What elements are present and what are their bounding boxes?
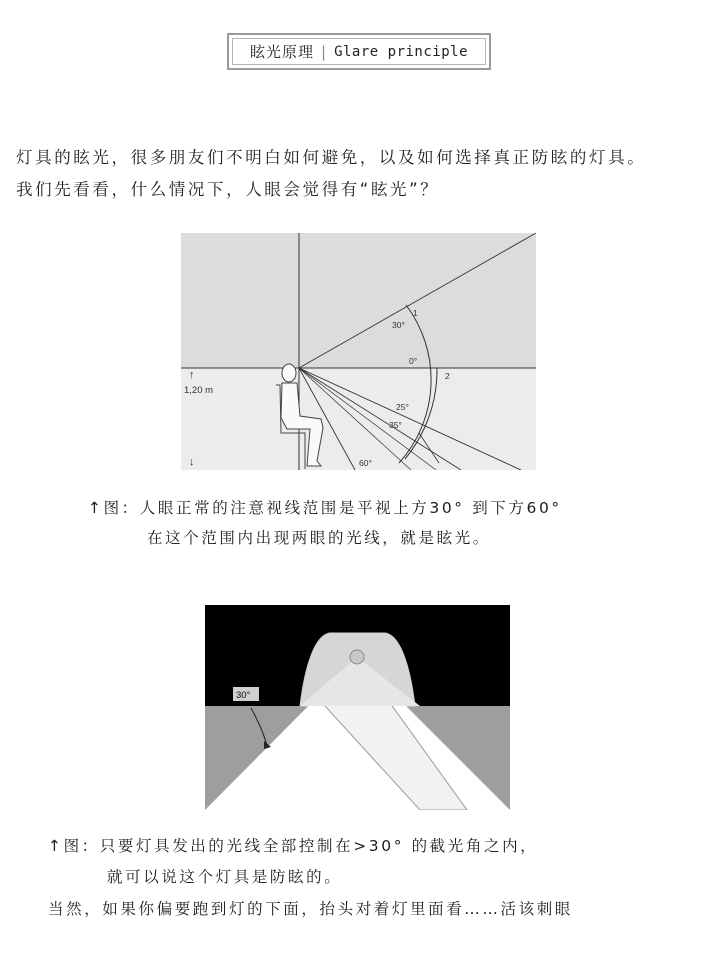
angle-label: 30° — [236, 690, 251, 701]
angle-label-60: 60° — [359, 458, 372, 468]
intro-line-1: 灯具的眩光，很多朋友们不明白如何避免，以及如何选择真正防眩的灯具。 — [16, 148, 647, 167]
caption-1-line-1: ↑图：人眼正常的注意视线范围是平视上方30° 到下方60° — [88, 499, 562, 517]
caption-2-line-3: 当然，如果你偏要跑到灯的下面，抬头对着灯里面看……活该刺眼 — [48, 900, 573, 918]
title-separator: | — [321, 42, 328, 61]
angle-label-0: 0° — [409, 356, 418, 366]
caption-2-line-2: 就可以说这个灯具是防眩的。 — [107, 868, 343, 886]
title-cn: 眩光原理 — [249, 43, 314, 61]
arrow-down: ↓ — [189, 456, 195, 468]
angle-label-30: 30° — [392, 320, 405, 330]
height-label: 1,20 m — [184, 385, 214, 396]
vision-field-diagram — [181, 233, 536, 470]
arrow-up: ↑ — [189, 369, 195, 381]
angle-label-25: 25° — [396, 402, 409, 412]
lamp-source — [350, 650, 364, 664]
person-head — [282, 364, 296, 382]
caption-1-line-2: 在这个范围内出现两眼的光线，就是眩光。 — [147, 529, 491, 547]
caption-2-line-1: ↑图：只要灯具发出的光线全部控制在>30° 的截光角之内， — [48, 837, 539, 855]
upper-zone — [181, 233, 536, 368]
intro-line-2: 我们先看看，什么情况下，人眼会觉得有“眩光”？ — [16, 180, 440, 199]
title-en: Glare principle — [334, 43, 468, 60]
lower-zone — [181, 368, 536, 470]
angle-label-35: 35° — [389, 420, 402, 430]
cutoff-angle-diagram — [205, 605, 510, 810]
arc-label-1: 1 — [413, 308, 418, 318]
page-title — [232, 38, 486, 65]
title-box — [227, 33, 491, 70]
arc-label-2: 2 — [445, 371, 450, 381]
